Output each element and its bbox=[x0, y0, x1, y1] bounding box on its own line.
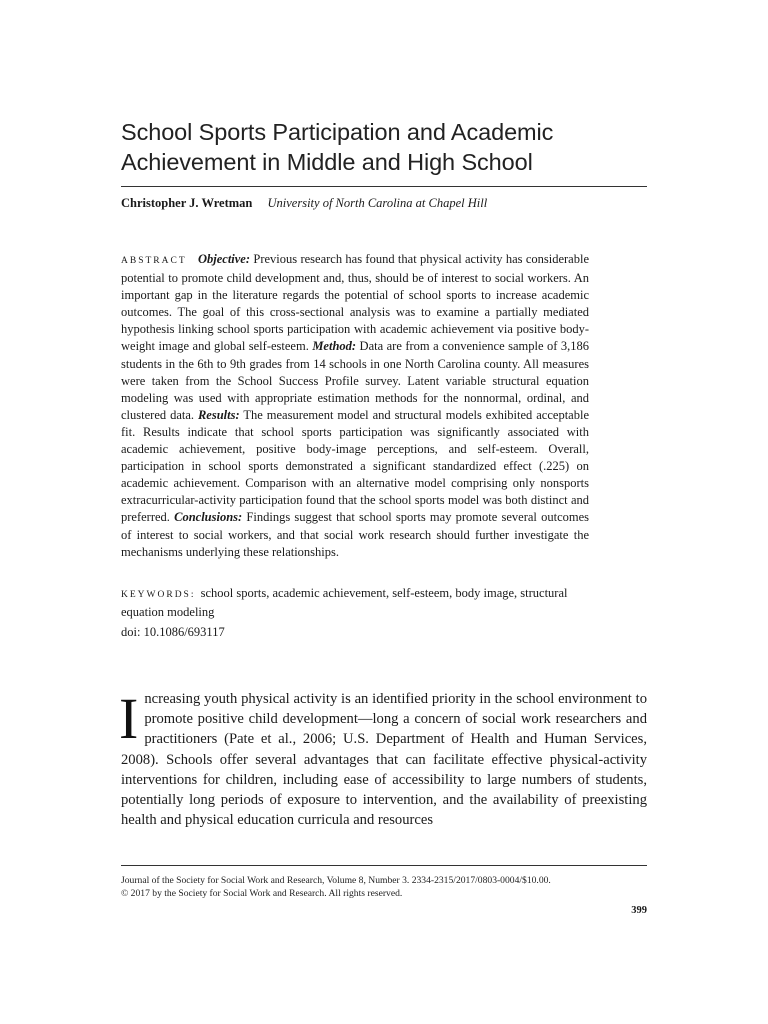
doi[interactable]: doi: 10.1086/693117 bbox=[121, 625, 225, 639]
footer-copyright: © 2017 by the Society for Social Work and Research. All rights reserved. bbox=[121, 888, 403, 899]
conclusions-text: Findings suggest that school sports may promote several outcomes of interest to social workers, and that social work research should further investigate the mechanisms underlying these relationships. bbox=[121, 510, 590, 559]
objective-text: Previous research has found that physical activity has considerable potential to promote child development and, thus, should be of interest to social workers. An important gap in the literature regards the potential of school sports to increase academic outcomes. The goal of this cross-sectional analysis was to examine a partially mediated hypothesis linking school sports participation with academic achievement via positive body-weight image and global self-esteem. bbox=[121, 252, 589, 354]
results-label: Results: bbox=[197, 407, 240, 422]
results-text: The measurement model and structural models exhibited acceptable fit. Results indicate that school sports participation was significantly associated with academic achievement, positive body-image perceptions, and self-esteem. Overall, participation in school sports demonstrated a significant standardized effect (.225) on academic achievement. Comparison with an alternative model comprising only nonsports extracurricular-activity participation found that the school sports model was both distinct and preferred. bbox=[121, 407, 589, 525]
conclusions-label: Conclusions: bbox=[174, 510, 243, 525]
title-line-1: School Sports Participation and Academic bbox=[121, 119, 554, 145]
keywords bbox=[121, 585, 589, 621]
title-rule bbox=[121, 186, 647, 187]
method-label: Method: bbox=[312, 339, 357, 354]
byline bbox=[121, 196, 487, 211]
body-paragraph: ncreasing youth physical activity is an identified priority in the school environment to promote positive child development—long a concern of social work researchers and practitioners (Pate et al., 2006; U.S. Department of Health and Human Services, 2008). Schools offer several advantages that can facilitate effective physical-activity interventions for children, including ease of accessibility to large numbers of students, potentially long periods of exposure to intervention, and the availability of preexisting health and physical education curricula and resources bbox=[121, 691, 647, 829]
keywords-heading: KEYWORDS: bbox=[121, 590, 196, 600]
footer-rule bbox=[121, 865, 647, 866]
author-affiliation: University of North Carolina at Chapel Hill bbox=[267, 196, 488, 210]
footer-journal-info: Journal of the Society for Social Work and Research, Volume 8, Number 3. 2334-2315/2017/0803-0004/$10.00. bbox=[121, 875, 551, 886]
journal-footer bbox=[121, 874, 647, 900]
abstract bbox=[121, 251, 589, 561]
title-line-2: Achievement in Middle and High School bbox=[121, 149, 533, 175]
drop-cap: I bbox=[119, 686, 139, 751]
author-name: Christopher J. Wretman bbox=[121, 196, 253, 210]
keywords-text: school sports, academic achievement, self-esteem, body image, structural equation modeling bbox=[121, 586, 568, 620]
body-text bbox=[119, 686, 647, 830]
objective-label: Objective: bbox=[197, 252, 251, 266]
page-number: 399 bbox=[631, 905, 647, 916]
article-title bbox=[121, 117, 647, 177]
method-text: Data are from a convenience sample of 3,186 students in the 6th to 9th grades from 14 schools in one North Carolina county. All measures were taken from the School Success Profile survey. Latent variable structural equation modeling was used with appropriate estimation methods for the nonnormal, ordinal, and clustered data. bbox=[121, 339, 590, 422]
abstract-heading: ABSTRACT bbox=[121, 256, 187, 266]
